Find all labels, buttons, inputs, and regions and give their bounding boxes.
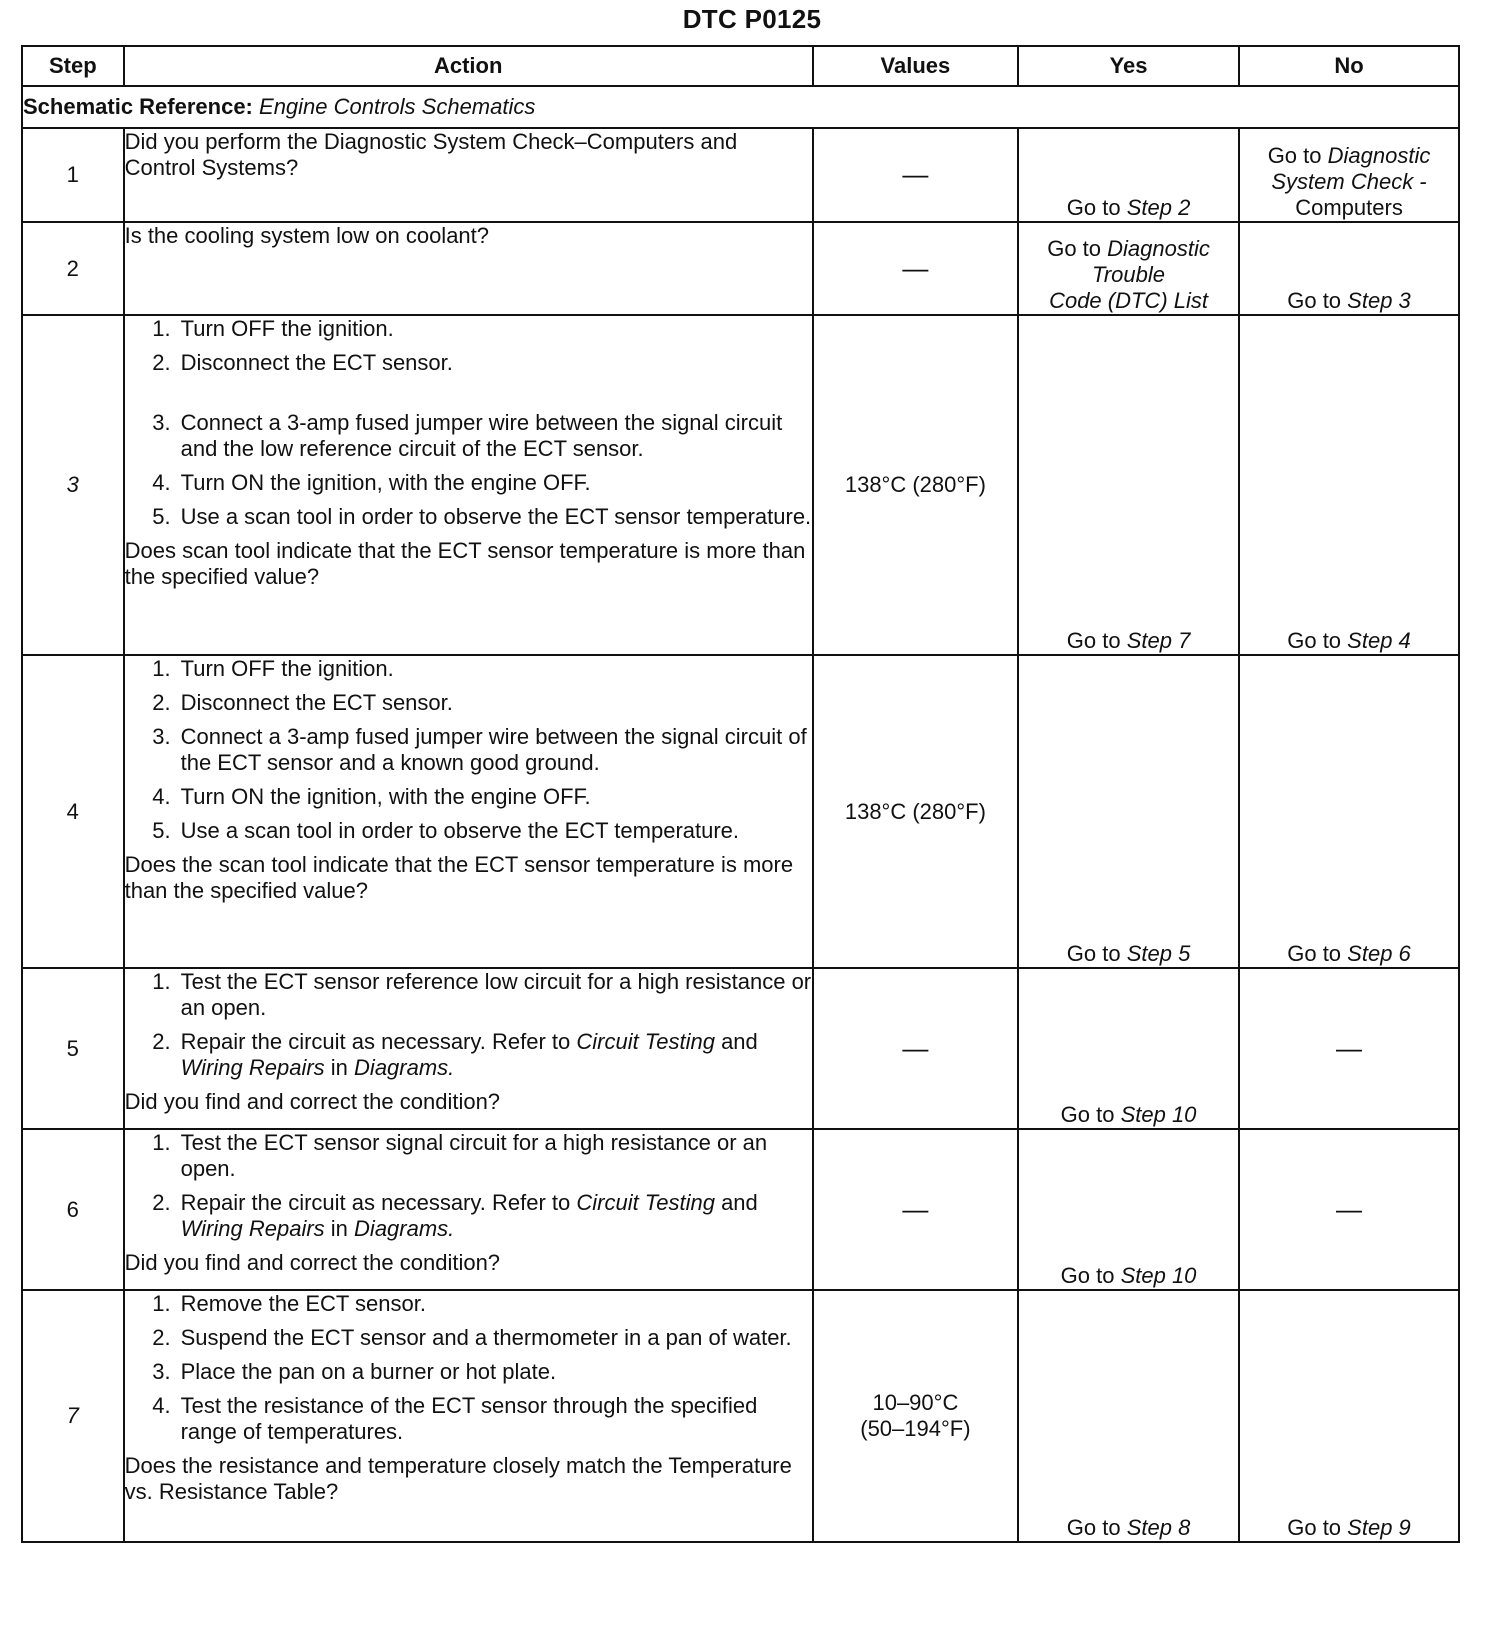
action-list-item: 5. Use a scan tool in order to observe the ECT sensor temperature. bbox=[152, 504, 812, 529]
action-list-item: 2. Repair the circuit as necessary. Refer to Circuit Testing and Wiring Repairs in Diagrams. bbox=[152, 1190, 758, 1241]
header-action: Action bbox=[124, 46, 813, 86]
no-step-link[interactable]: Step 9 bbox=[1347, 1515, 1411, 1540]
yes-step-link[interactable]: Step 7 bbox=[1126, 628, 1191, 653]
no-step-link[interactable]: Step 4 bbox=[1347, 628, 1411, 653]
action-list-item: 1. Test the ECT sensor signal circuit for a high resistance or an open. bbox=[152, 1130, 768, 1181]
schematic-reference-row bbox=[22, 86, 1459, 128]
step-number: 2 bbox=[22, 222, 124, 315]
action-question: Does scan tool indicate that the ECT sensor temperature is more than the specified value? bbox=[124, 538, 806, 589]
value-cell: — bbox=[813, 128, 1018, 222]
circuit-testing-link[interactable]: Circuit Testing bbox=[576, 1029, 715, 1054]
page-title: DTC P0125 bbox=[682, 4, 822, 34]
step-number: 4 bbox=[22, 655, 124, 968]
yes-cell: Go to Step 2 bbox=[1018, 128, 1239, 222]
action-list-item: 4. Test the resistance of the ECT sensor through the specified range of temperatures. bbox=[152, 1393, 758, 1444]
no-link[interactable]: Go to Diagnostic bbox=[1267, 143, 1431, 168]
action-question: Is the cooling system low on coolant? bbox=[124, 223, 490, 248]
action-cell bbox=[124, 1129, 813, 1290]
wiring-repairs-link[interactable]: Wiring Repairs bbox=[180, 1055, 325, 1080]
step-number: 5 bbox=[22, 968, 124, 1129]
no-cell: — bbox=[1239, 968, 1459, 1129]
value-cell: — bbox=[813, 222, 1018, 315]
action-list-item: 1. Test the ECT sensor reference low circuit for a high resistance or an open. bbox=[152, 969, 812, 1020]
no-cell: — bbox=[1239, 1129, 1459, 1290]
yes-cell: Go to Step 5 bbox=[1018, 655, 1239, 968]
value-cell: — bbox=[813, 968, 1018, 1129]
yes-step-link[interactable]: Step 2 bbox=[1126, 195, 1191, 220]
table-row bbox=[22, 315, 1459, 655]
yes-cell: Go to Step 10 bbox=[1018, 968, 1239, 1129]
schematic-reference-label: Schematic Reference: bbox=[23, 94, 253, 119]
action-cell bbox=[124, 1290, 813, 1542]
header-step: Step bbox=[22, 46, 124, 86]
table-row bbox=[22, 222, 1459, 315]
schematic-reference-link[interactable]: Engine Controls Schematics bbox=[259, 94, 536, 119]
header-row bbox=[22, 46, 1459, 86]
step-number: 6 bbox=[22, 1129, 124, 1290]
action-list-item: 1. Turn OFF the ignition. bbox=[152, 656, 394, 681]
action-list-item: 4. Turn ON the ignition, with the engine OFF. bbox=[152, 470, 591, 495]
value-cell: — bbox=[813, 1129, 1018, 1290]
diagrams-link[interactable]: Diagrams. bbox=[354, 1055, 455, 1080]
action-list-item: 5. Use a scan tool in order to observe the ECT temperature. bbox=[152, 818, 740, 843]
action-list-item: 3. Connect a 3-amp fused jumper wire between the signal circuit and the low reference circuit of the ECT sensor. bbox=[152, 410, 783, 461]
wiring-repairs-link[interactable]: Wiring Repairs bbox=[180, 1216, 325, 1241]
no-cell: Go to Step 3 bbox=[1239, 222, 1459, 315]
yes-step-link[interactable]: Step 5 bbox=[1126, 941, 1191, 966]
action-list-item: 1. Remove the ECT sensor. bbox=[152, 1291, 426, 1316]
table-row bbox=[22, 968, 1459, 1129]
action-cell bbox=[124, 128, 813, 222]
yes-step-link[interactable]: Step 10 bbox=[1120, 1263, 1197, 1288]
header-values: Values bbox=[813, 46, 1018, 86]
step-number: 1 bbox=[22, 128, 124, 222]
table-row bbox=[22, 1129, 1459, 1290]
table-row bbox=[22, 655, 1459, 968]
action-cell bbox=[124, 968, 813, 1129]
action-question: Does the scan tool indicate that the ECT sensor temperature is more than the specified value? bbox=[124, 852, 794, 903]
schematic-reference bbox=[22, 86, 1459, 128]
circuit-testing-link[interactable]: Circuit Testing bbox=[576, 1190, 715, 1215]
action-list-item: 3. Place the pan on a burner or hot plate. bbox=[152, 1359, 557, 1384]
action-list-item: 2. Repair the circuit as necessary. Refer to Circuit Testing and Wiring Repairs in Diagrams. bbox=[152, 1029, 758, 1080]
yes-cell: Go to Diagnostic Trouble Code (DTC) List bbox=[1018, 222, 1239, 315]
yes-cell: Go to Step 10 bbox=[1018, 1129, 1239, 1290]
yes-step-link[interactable]: Step 10 bbox=[1120, 1102, 1197, 1127]
table-row bbox=[22, 128, 1459, 222]
action-cell bbox=[124, 315, 813, 655]
value-cell: 10–90°C (50–194°F) bbox=[813, 1290, 1018, 1542]
table-row bbox=[22, 1290, 1459, 1542]
no-cell: Go to Step 4 bbox=[1239, 315, 1459, 655]
action-list-item: 2. Disconnect the ECT sensor. bbox=[152, 350, 453, 375]
value-cell: 138°C (280°F) bbox=[813, 315, 1018, 655]
yes-cell: Go to Step 7 bbox=[1018, 315, 1239, 655]
yes-link[interactable]: Go to Diagnostic bbox=[1047, 236, 1210, 261]
no-cell: Go to Step 6 bbox=[1239, 655, 1459, 968]
no-cell: Go to Diagnostic System Check - Computers bbox=[1239, 128, 1459, 222]
action-question: Did you find and correct the condition? bbox=[124, 1250, 501, 1275]
yes-cell: Go to Step 8 bbox=[1018, 1290, 1239, 1542]
action-list-item: 1. Turn OFF the ignition. bbox=[152, 316, 394, 341]
no-step-link[interactable]: Step 3 bbox=[1347, 288, 1411, 313]
diagrams-link[interactable]: Diagrams. bbox=[354, 1216, 455, 1241]
step-number: 3 bbox=[22, 315, 124, 655]
action-question: Did you find and correct the condition? bbox=[124, 1089, 501, 1114]
no-cell: Go to Step 9 bbox=[1239, 1290, 1459, 1542]
action-cell bbox=[124, 655, 813, 968]
action-cell bbox=[124, 222, 813, 315]
step-number: 7 bbox=[22, 1290, 124, 1542]
action-list-item: 4. Turn ON the ignition, with the engine OFF. bbox=[152, 784, 591, 809]
no-step-link[interactable]: Step 6 bbox=[1347, 941, 1411, 966]
yes-step-link[interactable]: Step 8 bbox=[1126, 1515, 1191, 1540]
diagnostic-table bbox=[21, 45, 1460, 1543]
action-list-item: 2. Suspend the ECT sensor and a thermometer in a pan of water. bbox=[152, 1325, 792, 1350]
action-question: Did you perform the Diagnostic System Check–Computers and Control Systems? bbox=[124, 129, 738, 180]
action-question: Does the resistance and temperature closely match the Temperature vs. Resistance Table? bbox=[124, 1453, 792, 1504]
value-cell: 138°C (280°F) bbox=[813, 655, 1018, 968]
action-list-item: 2. Disconnect the ECT sensor. bbox=[152, 690, 453, 715]
action-list-item: 3. Connect a 3-amp fused jumper wire between the signal circuit of the ECT sensor and a known good ground. bbox=[152, 724, 807, 775]
header-yes: Yes bbox=[1018, 46, 1239, 86]
header-no: No bbox=[1239, 46, 1459, 86]
